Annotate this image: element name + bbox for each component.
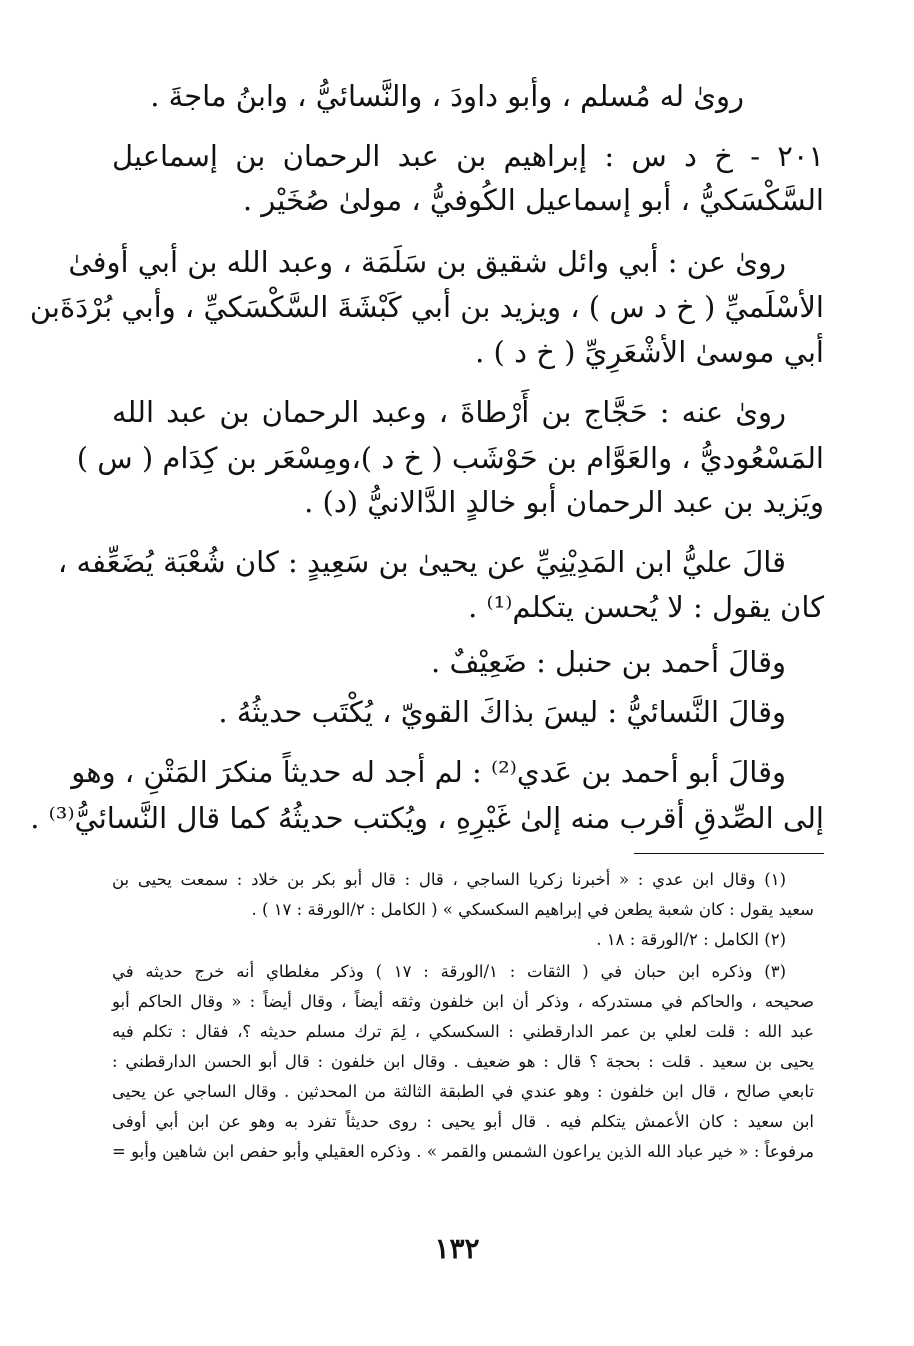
body-line: وقالَ أحمد بن حنبل : ضَعِيْفٌ .: [431, 645, 786, 679]
footnote-line: (٣) وذكره ابن حبان في ( الثقات : ١/الورقة : ١٧ ) وذكر مغلطاي أنه خرج حديثه في: [112, 962, 787, 981]
footnote-line: (٢) الكامل : ٢/الورقة : ١٨ .: [596, 930, 786, 949]
body-line: المَسْعُوديُّ ، والعَوَّام بن حَوْشَب ( خ د )،ومِسْعَر بن كِدَام ( س ): [76, 441, 824, 475]
body-line: روىٰ له مُسلم ، وأبو داودَ ، والنَّسائيُّ ، وابنُ ماجةَ .: [150, 79, 744, 113]
body-line: إلى الصِّدقِ أقرب منه إلىٰ غَيْرِهِ ، ويُكتب حديثُهُ كما قال النَّسائيُّ⁽³⁾ .: [30, 801, 824, 835]
footnote-line: يحيى بن سعيد . قلت : بحجة ؟ قال : هو ضعيف . وقال ابن خلفون : قال أبو الحسن الدارقطني :: [112, 1052, 814, 1071]
body-line: الأسْلَميِّ ( خ د س ) ، ويزيد بن أبي كَبْشَةَ السَّكْسَكيِّ ، وأبي بُرْدَةَبن: [29, 290, 824, 324]
footnote-separator: [634, 853, 824, 854]
body-line: ويَزيد بن عبد الرحمان أبو خالدٍ الدَّالانيُّ (د) .: [304, 485, 824, 519]
footnote-line: ابن سعيد : كان الأعمش يتكلم فيه . قال أبو يحيى : روى حديثاً تفرد به وهو عن ابن أبي أوفى: [112, 1112, 814, 1131]
body-line: أبي موسىٰ الأشْعَرِيِّ ( خ د ) .: [475, 335, 824, 369]
body-line: روىٰ عن : أبي وائل شقيق بن سَلَمَة ، وعبد الله بن أبي أوفىٰ: [68, 245, 786, 279]
footnote-line: تابعي صالح ، قال ابن خلفون : وهو عندي في الطبقة الثالثة من المحدثين . وقال الساجي عن يحيى: [112, 1082, 814, 1101]
body-line: وقالَ أبو أحمد بن عَدي⁽²⁾ : لم أجد له حديثاً منكرَ المَتْنِ ، وهو: [71, 755, 786, 789]
footnote-line: (١) وقال ابن عدي : « أخبرنا زكريا الساجي ، قال : قال أبو بكر بن خلاد : سمعت يحيى بن: [112, 870, 786, 889]
body-line: قالَ عليُّ ابن المَدِيْنِيِّ عن يحيىٰ بن سَعِيدٍ : كان شُعْبَة يُضَعِّفه ،: [57, 545, 786, 579]
body-line: وقالَ النَّسائيُّ : ليسَ بذاكَ القويّ ، يُكْتَب حديثُهُ .: [218, 695, 786, 729]
footnote-line: سعيد يقول : كان شعبة يطعن في إبراهيم السكسكي » ( الكامل : ٢/الورقة : ١٧ ) .: [251, 900, 814, 919]
body-line: كان يقول : لا يُحسن يتكلم⁽¹⁾ .: [468, 590, 824, 624]
body-line: السَّكْسَكيُّ ، أبو إسماعيل الكُوفيُّ ، مولىٰ صُخَيْر .: [242, 183, 824, 217]
footnote-line: صحيحه ، والحاكم في مستدركه ، وذكر أن ابن خلفون وثقه أيضاً ، وقال أيضاً : « وقال الحاكم أبو: [112, 992, 814, 1011]
body-line: روىٰ عنه : حَجَّاج بن أَرْطاةَ ، وعبد الرحمان بن عبد الله: [112, 395, 786, 429]
page-number: ١٣٢: [434, 1232, 480, 1265]
footnote-line: مرفوعاً : « خير عباد الله الذين يراعون الشمس والقمر » . وذكره العقيلي وأبو حفص ابن شاهين وأبو =: [112, 1142, 814, 1161]
footnote-line: عبد الله : قلت لعلي بن عمر الدارقطني : السكسكي ، لِمَ ترك مسلم حديثه ؟، فقال : تكلم فيه: [112, 1022, 814, 1041]
entry-heading-line: ٢٠١ - خ د س : إبراهيم بن عبد الرحمان بن إسماعيل: [112, 139, 824, 173]
